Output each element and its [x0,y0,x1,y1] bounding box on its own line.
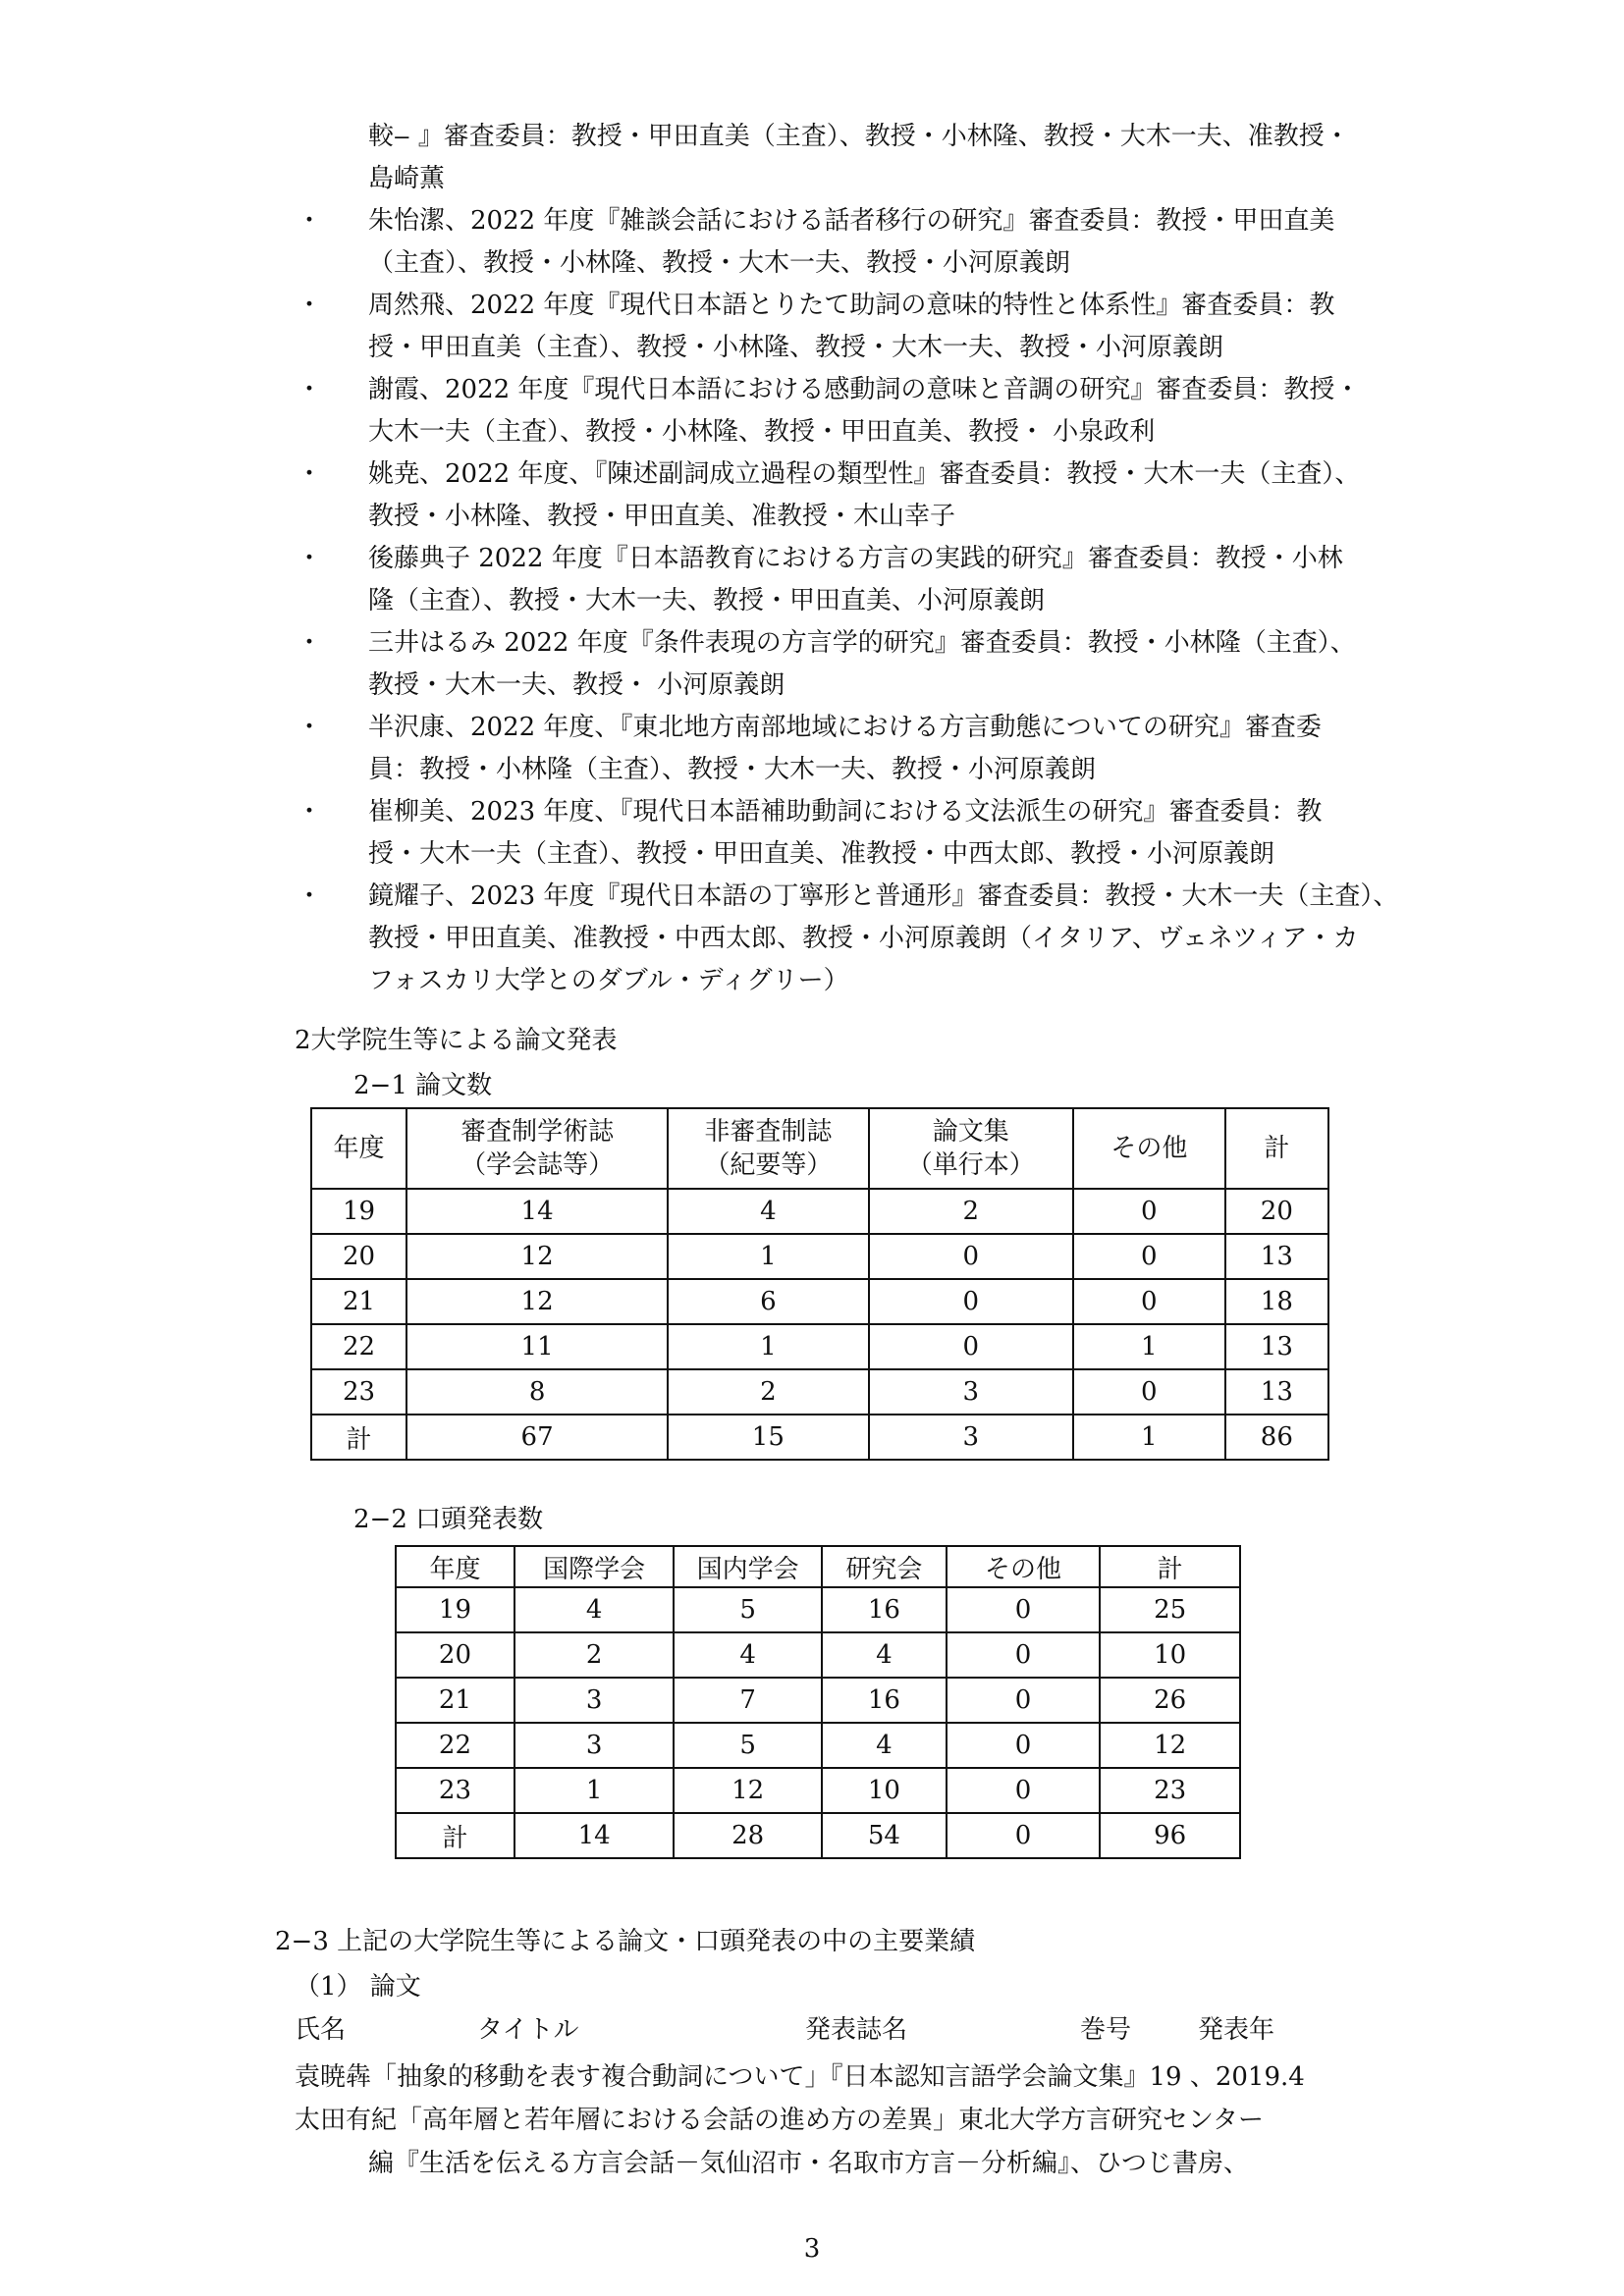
table-cell: 14 [406,1189,668,1234]
bullet: ・ [296,459,322,489]
thesis-item [295,791,1414,876]
thesis-line: 授・甲田直美（主査）、教授・小林隆、教授・大木一夫、教授・小河原義朗 [368,333,1224,362]
thesis-line: 周然飛、2022 年度『現代日本語とりたて助詞の意味的特性と体系性』審査委員：教 [368,291,1335,320]
header-cell: 研究会 [822,1546,947,1587]
table-cell: 1 [514,1768,674,1813]
field-label: タイトル [477,2015,579,2045]
table-cell: 6 [668,1279,868,1324]
header-cell [406,1108,668,1189]
table-cell: 0 [869,1324,1073,1369]
thesis-line: 鏡耀子、2023 年度『現代日本語の丁寧形と普通形』審査委員：教授・大木一夫（主査）、 [368,881,1399,911]
header-cell [668,1108,868,1189]
field-label: 氏名 [295,2015,347,2045]
table-row [396,1723,1240,1768]
table-cell: 1 [1073,1324,1225,1369]
table-cell: 0 [1073,1189,1225,1234]
table-cell: 23 [396,1768,514,1813]
reference-entry-continuation: 編『生活を伝える方言会話－気仙沼市・名取市方言－分析編』、ひつじ書房、 [368,2149,1250,2178]
table-cell: 67 [406,1415,668,1460]
bullet: ・ [296,628,322,658]
thesis-item [295,707,1414,791]
thesis-line: 隆（主査）、教授・大木一夫、教授・甲田直美、小河原義朗 [368,586,1046,615]
table-cell: 4 [822,1723,947,1768]
table-header-row [396,1546,1240,1587]
header-text: その他 [1110,1134,1188,1163]
table-cell: 21 [396,1678,514,1723]
header-cell [1073,1108,1225,1189]
header-cell: 国際学会 [514,1546,674,1587]
thesis-item [295,200,1414,285]
table-cell: 10 [1100,1632,1240,1678]
table-row [311,1279,1328,1324]
header-text: （単行本） [906,1150,1035,1180]
table-cell: 7 [674,1678,822,1723]
thesis-list [295,200,1414,1002]
field-label: 巻号 [1080,2015,1132,2045]
table-cell: 22 [396,1723,514,1768]
table-cell: 23 [1100,1768,1240,1813]
table-cell: 19 [311,1189,406,1234]
header-cell: 国内学会 [674,1546,822,1587]
thesis-line: 教授・甲田直美、准教授・中西太郎、教授・小河原義朗（イタリア、ヴェネツィア・カ [368,924,1359,953]
reference-entry: 袁暁犇「抽象的移動を表す複合動詞について」『日本認知言語学会論文集』19 、2019.4 [295,2062,1305,2092]
table-cell: 13 [1225,1324,1328,1369]
table-cell: 4 [822,1632,947,1678]
continuation-text [368,116,1409,200]
header-text: （学会誌等） [460,1150,615,1180]
thesis-item [295,285,1414,369]
table-cell: 計 [311,1415,406,1460]
table-row [396,1632,1240,1678]
table-cell: 16 [822,1587,947,1632]
table-cell: 5 [674,1587,822,1632]
table-cell: 20 [396,1632,514,1678]
thesis-line: 後藤典子 2022 年度『日本語教育における方言の実践的研究』審査委員：教授・小林 [368,544,1343,573]
table-cell: 3 [514,1678,674,1723]
header-cell: 計 [1100,1546,1240,1587]
header-text: 年度 [333,1134,385,1163]
table-cell: 3 [514,1723,674,1768]
table-row [311,1369,1328,1415]
table-cell: 0 [947,1678,1100,1723]
table-cell: 4 [674,1632,822,1678]
bullet: ・ [296,206,322,236]
table-cell: 5 [674,1723,822,1768]
table-row [396,1587,1240,1632]
table-cell: 96 [1100,1813,1240,1858]
thesis-line: フォスカリ大学とのダブル・ディグリー） [368,966,849,995]
thesis-line: 崔柳美、2023 年度、『現代日本語補助動詞における文法派生の研究』審査委員：教 [368,797,1323,827]
oral-presentation-table [395,1545,1241,1859]
table-cell: 3 [869,1415,1073,1460]
table-cell: 0 [947,1813,1100,1858]
thesis-line: 半沢康、2022 年度、『東北地方南部地域における方言動態についての研究』審査委 [368,713,1322,742]
header-text: 計 [1264,1134,1290,1163]
table-cell: 21 [311,1279,406,1324]
table-cell: 0 [869,1279,1073,1324]
table-cell: 8 [406,1369,668,1415]
thesis-line: （主査）、教授・小林隆、教授・大木一夫、教授・小河原義朗 [368,248,1071,278]
thesis-line: 三井はるみ 2022 年度『条件表現の方言学的研究』審査委員：教授・小林隆（主査）、 [368,628,1356,658]
table-cell: 22 [311,1324,406,1369]
thesis-line: 朱怡潔、2022 年度『雑談会話における話者移行の研究』審査委員：教授・甲田直美 [368,206,1335,236]
table-cell: 1 [668,1324,868,1369]
table-cell: 4 [514,1587,674,1632]
table-cell: 計 [396,1813,514,1858]
table-cell: 13 [1225,1234,1328,1279]
subsection-heading: 2−1 論文数 [353,1071,493,1100]
table-cell: 0 [1073,1234,1225,1279]
subsection-heading: 2−2 口頭発表数 [353,1505,544,1534]
thesis-line: 教授・大木一夫、教授・ 小河原義朗 [368,670,785,700]
table-cell: 2 [514,1632,674,1678]
table-row [396,1813,1240,1858]
table-cell: 15 [668,1415,868,1460]
header-cell: 年度 [396,1546,514,1587]
thesis-line: 員：教授・小林隆（主査）、教授・大木一夫、教授・小河原義朗 [368,755,1097,784]
table-row [311,1324,1328,1369]
table-cell: 0 [947,1768,1100,1813]
table-cell: 86 [1225,1415,1328,1460]
table-row [311,1415,1328,1460]
reference-entry: 太田有紀「高年層と若年層における会話の進め方の差異」東北大学方言研究センター [295,2106,1264,2135]
table-cell: 54 [822,1813,947,1858]
thesis-line: 授・大木一夫（主査）、教授・甲田直美、准教授・中西太郎、教授・小河原義朗 [368,839,1275,869]
thesis-line: 謝霞、2022 年度『現代日本語における感動詞の意味と音調の研究』審査委員：教授・ [368,375,1361,404]
bullet: ・ [296,291,322,320]
header-text: （紀要等） [704,1150,833,1180]
thesis-line: 大木一夫（主査）、教授・小林隆、教授・甲田直美、教授・ 小泉政利 [368,417,1156,447]
table-cell: 0 [947,1632,1100,1678]
header-text: 審査制学術誌 [460,1117,615,1147]
table-cell: 2 [668,1369,868,1415]
bullet: ・ [296,881,322,911]
header-text: 論文集 [932,1117,1009,1147]
thesis-line: 教授・小林隆、教授・甲田直美、准教授・木山幸子 [368,502,956,531]
table-cell: 12 [1100,1723,1240,1768]
header-cell [1225,1108,1328,1189]
table-cell: 4 [668,1189,868,1234]
header-cell [869,1108,1073,1189]
table-cell: 20 [1225,1189,1328,1234]
field-label: 発表年 [1198,2015,1275,2045]
table-cell: 16 [822,1678,947,1723]
table-cell: 13 [1225,1369,1328,1415]
thesis-line: 姚尭、2022 年度、『陳述副詞成立過程の類型性』審査委員：教授・大木一夫（主査）、 [368,459,1361,489]
field-label: 発表誌名 [805,2015,908,2045]
page-number: 3 [803,2234,821,2264]
table-cell: 28 [674,1813,822,1858]
table-row [396,1678,1240,1723]
bullet: ・ [296,797,322,827]
header-text: 非審査制誌 [704,1117,833,1147]
table-cell: 0 [869,1234,1073,1279]
table-header-row [311,1108,1328,1189]
subsubsection-heading: （1） 論文 [295,1972,421,2002]
table-cell: 18 [1225,1279,1328,1324]
bullet: ・ [296,375,322,404]
table-cell: 0 [1073,1279,1225,1324]
table-row [311,1234,1328,1279]
table-cell: 3 [869,1369,1073,1415]
table-row [311,1189,1328,1234]
header-cell [311,1108,406,1189]
table-cell: 26 [1100,1678,1240,1723]
table-cell: 19 [396,1587,514,1632]
table-cell: 12 [406,1234,668,1279]
table-cell: 11 [406,1324,668,1369]
table-cell: 0 [1073,1369,1225,1415]
table-cell: 2 [869,1189,1073,1234]
bullet: ・ [296,713,322,742]
table-cell: 25 [1100,1587,1240,1632]
table-cell: 12 [406,1279,668,1324]
thesis-item [295,538,1414,622]
table-cell: 12 [674,1768,822,1813]
table-cell: 1 [668,1234,868,1279]
bullet: ・ [296,544,322,573]
thesis-item [295,369,1414,454]
thesis-item [295,876,1414,1002]
continuation-line: 較‒ 』審査委員：教授・甲田直美（主査）、教授・小林隆、教授・大木一夫、准教授・ [368,122,1350,151]
table-cell: 10 [822,1768,947,1813]
continuation-line: 島崎薫 [368,164,446,193]
section-heading: 2大学院生等による論文発表 [295,1026,618,1055]
thesis-item [295,622,1414,707]
table-row [396,1768,1240,1813]
table-cell: 0 [947,1587,1100,1632]
thesis-item [295,454,1414,538]
table-cell: 1 [1073,1415,1225,1460]
paper-count-table [310,1107,1329,1461]
table-cell: 20 [311,1234,406,1279]
table-cell: 14 [514,1813,674,1858]
header-cell: その他 [947,1546,1100,1587]
table-cell: 0 [947,1723,1100,1768]
table-cell: 23 [311,1369,406,1415]
subsection-heading: 2−3 上記の大学院生等による論文・口頭発表の中の主要業績 [275,1927,976,1956]
